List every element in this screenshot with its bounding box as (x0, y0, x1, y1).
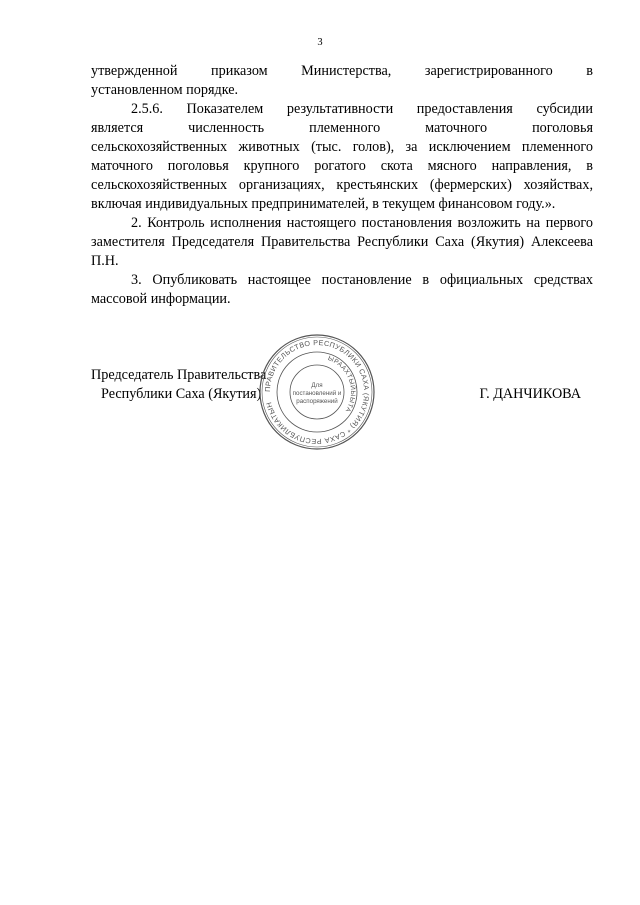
signatory-name: Г. ДАНЧИКОВА (479, 386, 581, 402)
signatory-title: Республики Саха (Якутия) (101, 386, 262, 402)
seal-outer-text: ПРАВИТЕЛЬСТВО РЕСПУБЛИКИ САХА (ЯКУТИЯ) * САХА РЕСПУБЛИКАТЫН (262, 337, 372, 447)
paragraph-line: является численность племенного маточного поголовья (91, 120, 593, 136)
paragraph-line: 2.5.6. Показателем результативности предоставления субсидии (131, 101, 593, 117)
paragraph-line: сельскохозяйственных животных (тыс. голов), за исключением племенного маточного поголовья крупного рогатого скота мясного направления, в сельскохозяйственных организациях, крестьянских (фермерских) хозяйствах, включая индивидуальных предпринимателей, в текущем финансовом году.». (91, 139, 593, 212)
seal-center-line: распоряжений (296, 398, 338, 405)
seal-inner-text: ЫРААХТЫЙЫЫТА (326, 354, 357, 414)
official-seal (258, 333, 376, 451)
signatory-title: Председатель Правительства (91, 367, 267, 383)
seal-center-line: Для (311, 382, 323, 389)
seal-center-line: постановлений и (292, 390, 342, 397)
document-body (91, 62, 593, 309)
paragraph-2: 2. Контроль исполнения настоящего постановления возложить на первого заместителя Председателя Правительства Республики Саха (Якутия) Алексеева П.Н. (91, 215, 593, 269)
paragraph-3: 3. Опубликовать настоящее постановление в официальных средствах массовой информации. (91, 272, 593, 307)
paragraph-line: утвержденной приказом Министерства, зарегистрированного в (91, 63, 593, 79)
page-number: 3 (317, 37, 323, 48)
paragraph-line: установленном порядке. (91, 82, 239, 98)
paragraph-2-5-6 (91, 100, 593, 214)
paragraph-continuation (91, 62, 593, 100)
